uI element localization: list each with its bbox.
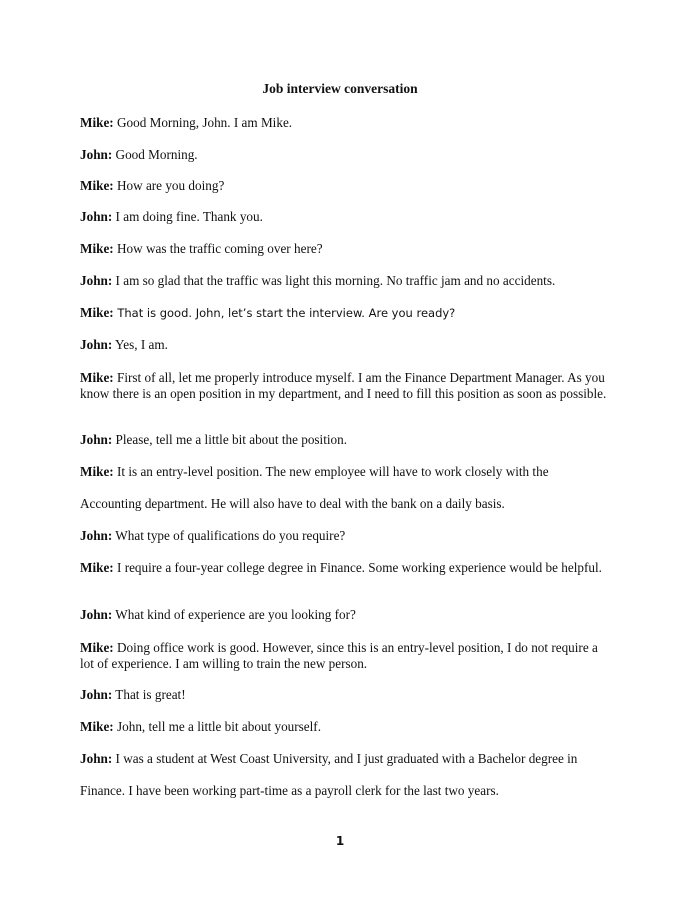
dialogue-line xyxy=(80,464,610,480)
speaker-name: John: xyxy=(80,751,113,766)
speaker-name: John: xyxy=(80,147,113,162)
speaker-name: John: xyxy=(80,432,113,447)
dialogue-text: Good Morning, John. I am Mike. xyxy=(113,115,293,130)
speaker-name: Mike: xyxy=(80,305,114,320)
dialogue-text: John, tell me a little bit about yourself. xyxy=(113,719,322,734)
dialogue-text: Doing office work is good. However, since this is an entry-level position, I do not require a lot of experience. I am willing to train the new person. xyxy=(80,640,598,671)
dialogue-text: Good Morning. xyxy=(112,147,198,162)
dialogue-line xyxy=(80,560,610,576)
dialogue-text: What type of qualifications do you require? xyxy=(112,528,346,543)
speaker-name: Mike: xyxy=(80,560,114,575)
dialogue-text: Accounting department. He will also have to deal with the bank on a daily basis. xyxy=(80,496,505,511)
dialogue-line xyxy=(80,607,610,623)
dialogue-line xyxy=(80,751,610,767)
speaker-name: John: xyxy=(80,209,113,224)
speaker-name: Mike: xyxy=(80,115,114,130)
speaker-name: John: xyxy=(80,528,113,543)
document-title: Job interview conversation xyxy=(262,81,418,96)
dialogue-text: Finance. I have been working part-time as a payroll clerk for the last two years. xyxy=(80,783,499,798)
dialogue-text: I was a student at West Coast University, and I just graduated with a Bachelor degree in xyxy=(112,751,578,766)
dialogue-text: I am so glad that the traffic was light this morning. No traffic jam and no accidents. xyxy=(112,273,556,288)
dialogue-line xyxy=(80,528,610,544)
dialogue-line xyxy=(80,178,610,194)
speaker-name: John: xyxy=(80,687,113,702)
dialogue-line xyxy=(80,273,610,289)
speaker-name: Mike: xyxy=(80,640,114,655)
dialogue-line xyxy=(80,687,610,703)
dialogue-line xyxy=(80,719,610,735)
speaker-name: Mike: xyxy=(80,241,114,256)
dialogue-text: That is great! xyxy=(112,687,186,702)
dialogue-line-continuation xyxy=(80,496,610,512)
page-number: 1 xyxy=(335,834,345,848)
dialogue-line xyxy=(80,432,610,448)
dialogue-line xyxy=(80,337,610,353)
dialogue-text: It is an entry-level position. The new employee will have to work closely with the xyxy=(113,464,549,479)
dialogue-text: Please, tell me a little bit about the position. xyxy=(112,432,348,447)
dialogue-line xyxy=(80,209,610,225)
dialogue-text: I require a four-year college degree in Finance. Some working experience would be helpful. xyxy=(113,560,602,575)
dialogue-line xyxy=(80,147,610,163)
speaker-name: Mike: xyxy=(80,719,114,734)
speaker-name: John: xyxy=(80,607,113,622)
dialogue-line xyxy=(80,115,610,131)
dialogue-text: Yes, I am. xyxy=(112,337,168,352)
speaker-name: Mike: xyxy=(80,370,114,385)
dialogue-text: I am doing fine. Thank you. xyxy=(112,209,263,224)
dialogue-text: What kind of experience are you looking for? xyxy=(112,607,356,622)
dialogue-text: How was the traffic coming over here? xyxy=(113,241,323,256)
dialogue-line xyxy=(80,370,610,401)
dialogue-text: That is good. John, let’s start the interview. Are you ready? xyxy=(113,306,456,320)
dialogue-line xyxy=(80,305,610,322)
speaker-name: Mike: xyxy=(80,464,114,479)
speaker-name: John: xyxy=(80,273,113,288)
speaker-name: John: xyxy=(80,337,113,352)
dialogue-text: How are you doing? xyxy=(113,178,225,193)
speaker-name: Mike: xyxy=(80,178,114,193)
dialogue-line xyxy=(80,640,610,671)
dialogue-line xyxy=(80,241,610,257)
dialogue-text: First of all, let me properly introduce myself. I am the Finance Department Manager. As you know there is an open position in my department, and I need to fill this position as soon as possible. xyxy=(80,370,607,401)
dialogue-line-continuation xyxy=(80,783,610,799)
